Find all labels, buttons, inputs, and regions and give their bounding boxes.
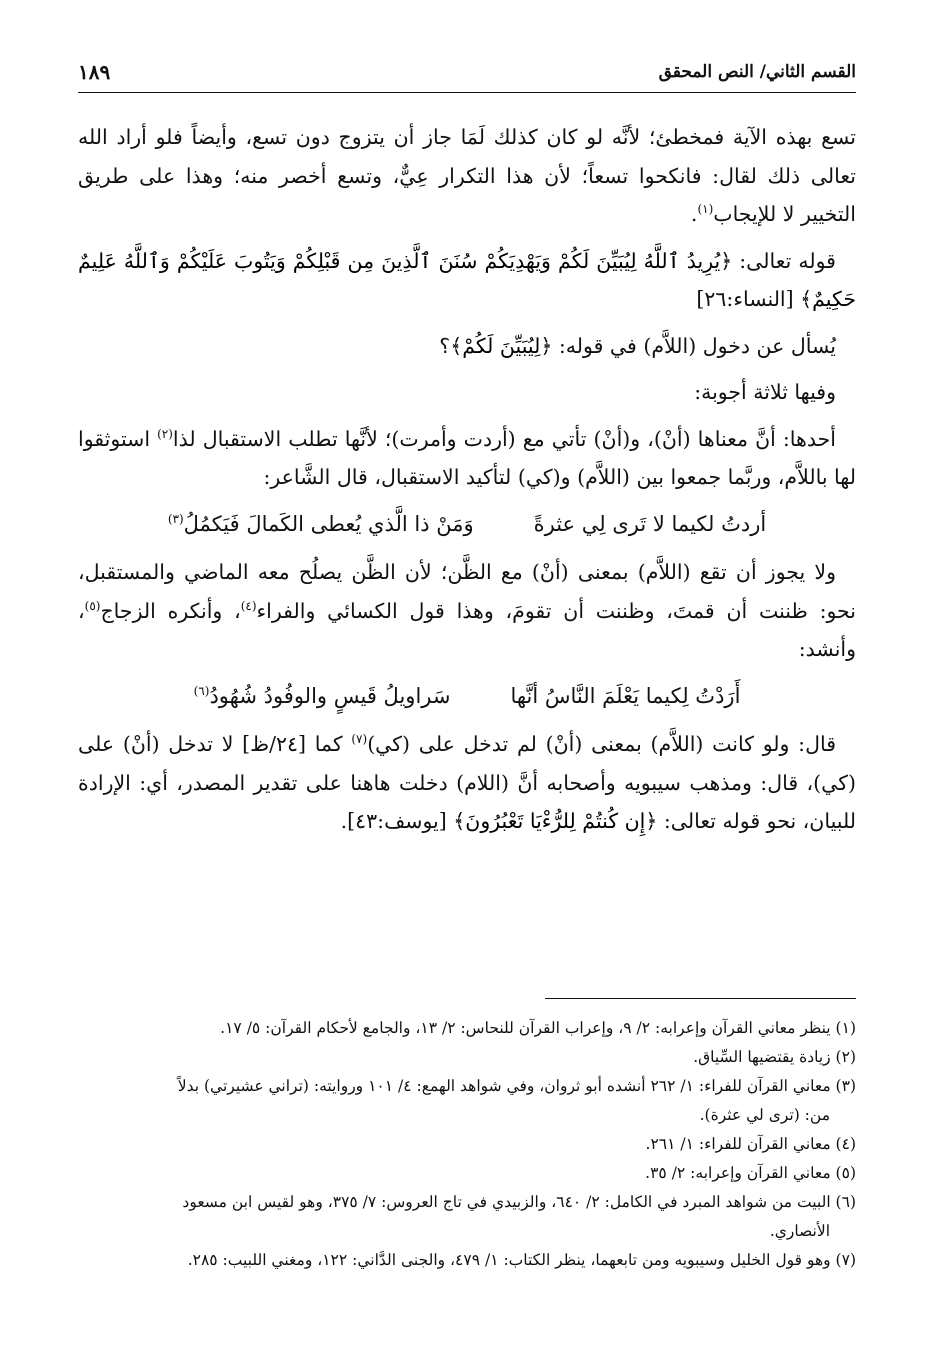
verse-2-second-hemistich bbox=[194, 677, 451, 716]
paragraph-7-text-a: قال: ولو كانت (اللاَّم) بمعنى (أنْ) لم تدخل على (كي) bbox=[367, 732, 837, 756]
paragraph-2 bbox=[78, 242, 856, 319]
paragraph-3-lead: يُسأل عن دخول (اللاَّم) في قوله: bbox=[552, 333, 836, 358]
footnote-1: (١) ينظر معاني القرآن وإعرابه: ٢/ ٩، وإعراب القرآن للنحاس: ٢/ ١٣، والجامع لأحكام القرآن: ٥/ ١٧. bbox=[220, 1019, 856, 1037]
paragraph-7-text-b: كما [٢٤/ظ] لا تدخل (أنْ) على (كي)، قال: ومذهب سيبويه وأصحابه أنَّ (اللام) دخلت هاهنا على تقدير المصدر، أي: الإرادة للبيان، نحو قوله تعالى: bbox=[78, 732, 856, 833]
verse-1-second-hemistich bbox=[168, 505, 474, 544]
page-header bbox=[78, 60, 856, 93]
paragraph-5-text-a: أحدها: أنَّ معناها (أنْ)، و(أنْ) تأتي مع (أردت وأمرت)؛ لأنَّها تطلب الاستقبال لذا bbox=[172, 426, 836, 451]
paragraph-2-lead: قوله تعالى: bbox=[732, 248, 836, 273]
footnotes bbox=[78, 1014, 856, 1275]
paragraph-6 bbox=[78, 553, 856, 669]
footnote-ref-5: (٥) bbox=[84, 598, 101, 613]
paragraph-7 bbox=[78, 725, 856, 841]
footnote-5: (٥) معاني القرآن وإعرابه: ٢/ ٣٥. bbox=[645, 1164, 856, 1182]
paragraph-6-text-c: ، وأنشد: bbox=[78, 598, 856, 661]
footnote-ref-6: (٦) bbox=[193, 683, 210, 698]
footnote-ref-7: (٧) bbox=[351, 732, 368, 747]
paragraph-5 bbox=[78, 420, 856, 497]
paragraph-4: وفيها ثلاثة أجوبة: bbox=[694, 380, 836, 404]
footnote-7: (٧) وهو قول الخليل وسيبويه ومن تابعهما، ينظر الكتاب: ١/ ٤٧٩، والجنى الدَّاني: ١٢٢، ومغني اللبيب: ٢٨٥. bbox=[187, 1251, 856, 1269]
footnote-ref-3: (٣) bbox=[167, 511, 184, 526]
footnote-divider bbox=[545, 998, 856, 999]
verse-reference-yusuf: [يوسف:٤٣]. bbox=[340, 809, 454, 833]
footnote-4: (٤) معاني القرآن للفراء: ١/ ٢٦١. bbox=[645, 1135, 856, 1153]
footnote-6-continuation: الأنصاري. bbox=[769, 1222, 830, 1240]
footnote-ref-2: (٢) bbox=[157, 426, 173, 441]
poetry-verse-2 bbox=[78, 677, 856, 716]
footnote-3: (٣) معاني القرآن للفراء: ١/ ٢٦٢ أنشده أبو ثروان، وفي شواهد الهمع: ٤/ ١٠١ وروايته: (تراني عشيرتي) بدلاً bbox=[177, 1077, 856, 1095]
quran-quote-yusuf: ﴿إِن كُنتُمْ لِلرُّءْيَا تَعْبُرُونَ﴾ bbox=[453, 809, 658, 833]
verse-2-first-hemistich: أَرَدْتُ لِكيما يَعْلَمَ النَّاسُ أنَّها bbox=[510, 683, 741, 708]
verse-reference: [النساء:٢٦] bbox=[696, 287, 801, 311]
paragraph-6-text-a: ولا يجوز أن تقع (اللاَّم) بمعنى (أنْ) مع الظَّن؛ لأن الظَّن يصلُح معه الماضي والمستقبل، نحو: ظننت أن قمتَ، وظننت أن تقومَ، وهذا قول الكسائي والفراء bbox=[78, 560, 856, 623]
verse-1-first-hemistich: أردتُ لكيما لا تَرى لِي عثرةً bbox=[533, 511, 767, 536]
verse-1-second-text: وَمَنْ ذا الَّذي يُعطى الكَمالَ فَيَكمُلُ bbox=[183, 511, 474, 536]
running-title: القسم الثاني/ النص المحقق bbox=[658, 62, 856, 82]
page-number: ١٨٩ bbox=[78, 60, 111, 84]
footnote-ref-4: (٤) bbox=[240, 598, 257, 613]
verse-2-second-text: سَراويلُ قَيسٍ والوفُودُ شُهُودُ bbox=[209, 683, 451, 708]
quran-quote: ﴿لِيُبَيِّنَ لَكُمْ﴾ bbox=[450, 333, 553, 358]
poetry-verse-1 bbox=[78, 505, 856, 544]
paragraph-1: تسع بهذه الآية فمخطئ؛ لأنَّه لو كان كذلك لَمَا جاز أن يتزوج دون تسع، وأيضاً فلو أراد الله تعالى ذلك لقال: فانكحوا تسعاً؛ لأن هذا التكرار عِيٌّ، وتسع أخصر منه؛ وهذا على طريق التخيير لا للإيجاب$^{(١)}$. bbox=[78, 125, 856, 226]
paragraph-3 bbox=[78, 327, 856, 366]
footnote-ref-1: (١) bbox=[697, 202, 714, 217]
footnote-3-continuation: من: (ترى لي عثرة). bbox=[699, 1106, 830, 1124]
footnote-6: (٦) البيت من شواهد المبرد في الكامل: ٢/ ٦٤٠، والزبيدي في تاج العروس: ٧/ ٣٧٥، وهو لقيس ابن مسعود bbox=[182, 1193, 856, 1211]
quran-verse-nisa-26: ﴿يُرِيدُ ٱللَّهُ لِيُبَيِّنَ لَكُمْ وَيَهْدِيَكُمْ سُنَنَ ٱلَّذِينَ مِن قَبْلِكُمْ وَيَتُوبَ عَلَيْكُمْ وَٱللَّهُ عَلِيمٌ حَكِيمٌ﴾ bbox=[78, 248, 856, 311]
footnote-2: (٢) زيادة يقتضيها السِّياق. bbox=[693, 1048, 856, 1066]
paragraph-6-text-b: ، وأنكره الزجاج bbox=[100, 598, 241, 623]
paragraph-1-text: تسع بهذه الآية فمخطئ؛ لأنَّه لو كان كذلك لَمَا جاز أن يتزوج دون تسع، وأيضاً فلو أراد الله تعالى ذلك لقال: فانكحوا تسعاً؛ لأن هذا التكرار عِيٌّ، وتسع أخصر منه؛ وهذا على طريق التخيير لا للإيجاب bbox=[78, 125, 856, 226]
main-text bbox=[78, 118, 856, 849]
question-mark: ؟ bbox=[439, 333, 451, 358]
paragraph-5-text-b: استوثقوا لها باللاَّم، وربَّما جمعوا بين (اللاَّم) و(كي) لتأكيد الاستقبال، قال الشَّاعر: bbox=[78, 426, 856, 489]
